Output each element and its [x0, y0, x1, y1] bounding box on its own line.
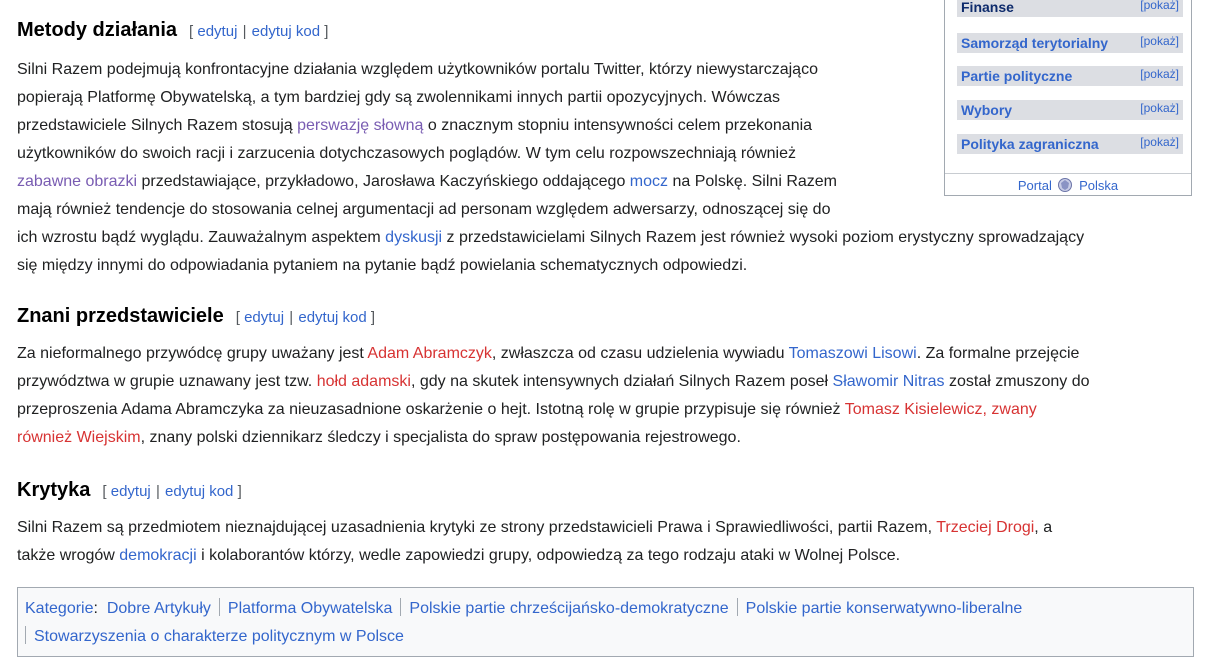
category-separator — [737, 598, 738, 616]
paragraph-znani — [17, 340, 1089, 452]
link-dyskusji[interactable]: dyskusji — [385, 229, 443, 246]
category-link[interactable]: Polskie partie chrześcijańsko-demokratyczne — [409, 600, 729, 617]
edit-links: [ edytuj | edytuj kod ] — [189, 23, 329, 40]
edit-code-link[interactable]: edytuj kod — [298, 309, 367, 326]
navbox-show-toggle[interactable]: [pokaż] — [1140, 67, 1179, 81]
link-trzeciej-drogi[interactable]: Trzeciej Drogi — [936, 519, 1035, 536]
category-line — [25, 626, 404, 648]
category-separator — [25, 626, 26, 644]
edit-code-link[interactable]: edytuj kod — [251, 23, 321, 40]
text-line: popierają Platformę Obywatelską, a tym bardziej gdy są zwolennikami innych partii opozycyjnych. Wówczas — [17, 89, 780, 106]
text-line: również Wiejskim, znany polski dziennikarz śledczy i specjalista do spraw postępowania rejestrowego. — [17, 429, 741, 446]
portal-link[interactable]: Portal — [1017, 178, 1052, 193]
category-link[interactable]: Platforma Obywatelska — [227, 600, 393, 617]
category-link[interactable]: Polskie partie konserwatywno-liberalne — [745, 600, 1023, 617]
section-heading-znani — [17, 305, 375, 328]
edit-link[interactable]: edytuj — [197, 23, 238, 40]
text-line: ich wzrostu bądź wyglądu. Zauważalnym aspektem dyskusji z przedstawicielami Silnych Razem jest również wysoki poziom erystyczny sprowadzający — [17, 229, 1085, 246]
edit-links: [ edytuj | edytuj kod ] — [102, 483, 242, 500]
section-heading-metody — [17, 19, 328, 42]
text-line: przedstawiciele Silnych Razem stosują perswazję słowną o znacznym stopniu intensywności celem przekonania — [17, 117, 813, 134]
section-heading-krytyka — [17, 479, 242, 502]
navbox-show-toggle[interactable]: [pokaż] — [1140, 0, 1179, 12]
text-line: użytkowników do swoich racji i zarzucenia dotychczasowych poglądów. W tym celu rozpowszechniają również — [17, 145, 797, 162]
navbox-row-label[interactable]: Finanse — [961, 0, 1014, 15]
category-line: Kategorie: Dobre Artykuły Platforma Obywatelska Polskie partie chrześcijańsko-demokratyczne Polskie partie konserwatywno-liberalne — [25, 600, 1023, 617]
text-line: Silni Razem podejmują konfrontacyjne działania względem użytkowników portalu Twitter, którzy niewystarczająco — [17, 61, 818, 78]
paragraph-krytyka — [17, 514, 1052, 570]
portal-polska-link[interactable]: Polska — [1079, 178, 1119, 193]
link-adam-abramczyk[interactable]: Adam Abramczyk — [367, 345, 492, 362]
navbox-show-toggle[interactable]: [pokaż] — [1140, 101, 1179, 115]
link-tomaszowi-lisowi[interactable]: Tomaszowi Lisowi — [788, 345, 917, 362]
link-mocz[interactable]: mocz — [629, 173, 669, 190]
category-separator — [400, 598, 401, 616]
link-hold-adamski[interactable]: hołd adamski — [316, 373, 411, 390]
section-title: Metody działania — [17, 19, 178, 41]
text-line: mają również tendencje do stosowania celnej argumentacji ad personam względem adwersarzy, odnoszącej się do — [17, 201, 831, 218]
category-link[interactable]: Stowarzyszenia o charakterze politycznym w Polsce — [34, 628, 404, 645]
text-line: Za nieformalnego przywódcę grupy uważany jest Adam Abramczyk, zwłaszcza od czasu udzielenia wywiadu Tomaszowi Lisowi. Za formalne przejęcie — [17, 345, 1080, 362]
edit-links: [ edytuj | edytuj kod ] — [235, 309, 376, 326]
text-line: przywództwa w grupie uznawany jest tzw. hołd adamski, gdy na skutek intensywnych działań Silnych Razem poseł Sławomir Nitras został zmuszony do — [17, 373, 1090, 390]
link-slawomir-nitras[interactable]: Sławomir Nitras — [832, 373, 945, 390]
edit-link[interactable]: edytuj — [110, 483, 151, 500]
link-tomasz-kisielewicz-cont[interactable]: również Wiejskim — [17, 429, 141, 446]
navbox-row-label[interactable]: Samorząd terytorialny — [961, 35, 1109, 51]
text-line: się między innymi do odpowiadania pytaniem na pytanie bądź powielania schematycznych odpowiedzi. — [17, 257, 748, 274]
categories-label-link[interactable]: Kategorie — [25, 600, 94, 617]
section-title: Krytyka — [17, 479, 91, 501]
text-line: Silni Razem są przedmiotem nieznajdującej uzasadnienia krytyki ze strony przedstawicieli Prawa i Sprawiedliwości, partii Razem, Trzeciej Drogi, a — [17, 519, 1053, 536]
navbox-row-label[interactable]: Partie polityczne — [961, 68, 1073, 84]
edit-code-link[interactable]: edytuj kod — [165, 483, 234, 500]
text-line: zabawne obrazki przedstawiające, przykładowo, Jarosława Kaczyńskiego oddającego mocz na Polskę. Silni Razem — [17, 173, 837, 190]
navbox-row-finanse[interactable] — [957, 0, 1183, 17]
navbox-row-label[interactable]: Polityka zagraniczna — [961, 136, 1099, 152]
category-box — [17, 587, 1194, 657]
link-demokracji[interactable]: demokracji — [119, 547, 197, 564]
section-title: Znani przedstawiciele — [17, 305, 224, 327]
navbox-show-toggle[interactable]: [pokaż] — [1140, 135, 1179, 149]
navbox-row-samorzad[interactable] — [957, 33, 1183, 53]
edit-link[interactable]: edytuj — [244, 309, 285, 326]
category-link[interactable]: Dobre Artykuły — [106, 600, 211, 617]
link-zabawne-obrazki[interactable]: zabawne obrazki — [17, 173, 138, 190]
navbox-show-toggle[interactable]: [pokaż] — [1140, 34, 1179, 48]
link-tomasz-kisielewicz[interactable]: Tomasz Kisielewicz, zwany — [844, 401, 1037, 418]
category-separator — [219, 598, 220, 616]
text-line: także wrogów demokracji i kolaborantów którzy, wedle zapowiedzi grupy, odpowiedzą za tego rodzaju ataki w Wolnej Polsce. — [17, 547, 901, 564]
paragraph-metody — [17, 56, 1084, 280]
link-perswazja[interactable]: perswazję słowną — [297, 117, 424, 134]
text-line: przeproszenia Adama Abramczyka za nieuzasadnione oskarżenie o hejt. Istotną rolę w grupie przypisuje się również Tomasz Kisielewicz, zwany — [17, 401, 1037, 418]
navbox-row-label[interactable]: Wybory — [961, 102, 1013, 118]
